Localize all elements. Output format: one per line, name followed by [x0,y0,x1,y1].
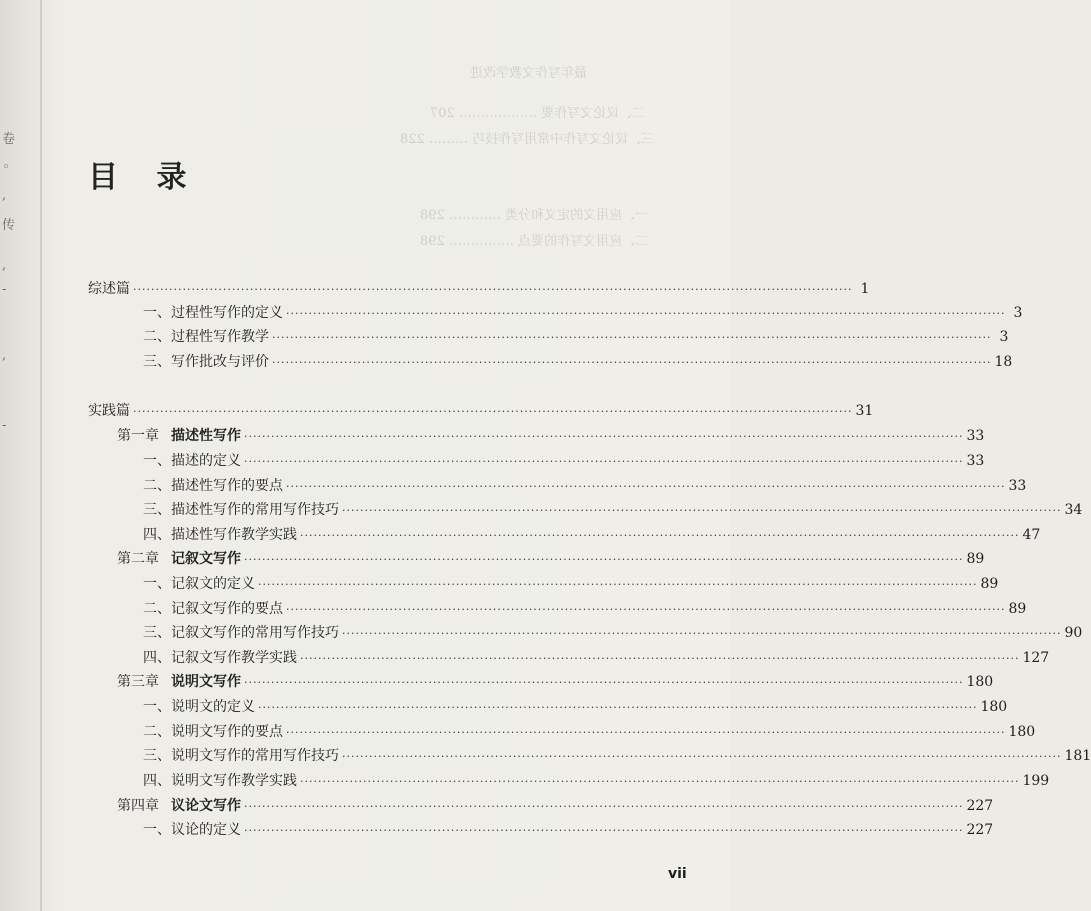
section-title: 四、记叙文写作教学实践 [143,650,297,666]
section-title: 三、写作批改与评价 [143,354,269,370]
bleed-through-text: 最年写作文教学改进 [470,66,588,81]
leader-dots: ································································································································································ [286,603,1006,616]
section-title: 二、过程性写作教学 [143,329,269,345]
leader-dots: ································································································································································ [286,480,1006,493]
toc-entry-section [143,302,1023,324]
toc-page-number: 181 [1064,748,1091,764]
chapter-heading [117,671,241,693]
leader-dots: ································································································································································ [300,652,1020,665]
chapter-title: 记叙文写作 [171,551,241,567]
part-title: 实践篇 [88,403,130,419]
leader-dots: ································································································································································ [244,430,964,443]
toc-entry-section [143,326,1009,348]
toc-page-number: 127 [1022,650,1050,666]
leader-dots: ································································································································································ [258,701,978,714]
leader-dots: ································································································································································ [286,307,1006,320]
section-title: 四、说明文写作教学实践 [143,773,297,789]
section-title: 二、说明文写作的要点 [143,724,283,740]
toc-page-number: 3 [999,329,1009,345]
toc-entry-section [143,721,1036,743]
section-title: 三、描述性写作的常用写作技巧 [143,502,339,518]
toc-page-number: 1 [860,281,870,297]
part-title: 综述篇 [88,281,130,297]
toc-entry-section [143,351,1013,373]
toc-page-number: 89 [1008,601,1027,617]
leader-dots: ································································································································································ [272,331,992,344]
toc-entry-section [143,696,1008,718]
page-number: vii [668,866,687,882]
chapter-number: 第三章 [117,674,159,690]
leader-dots: ································································································································································ [133,405,853,418]
toc-page-number: 18 [994,354,1013,370]
toc-page-number: 3 [1013,305,1023,321]
leader-dots: ································································································································································ [300,775,1020,788]
chapter-title: 描述性写作 [171,428,241,444]
chapter-heading [117,795,241,817]
toc-entry-section [143,499,1083,521]
leader-dots: ································································································································································ [244,553,964,566]
section-title: 一、描述的定义 [143,453,241,469]
section-title: 一、过程性写作的定义 [143,305,283,321]
leader-dots: ································································································································································ [272,356,992,369]
section-title: 二、描述性写作的要点 [143,478,283,494]
section-title: 三、记叙文写作的常用写作技巧 [143,625,339,641]
leader-dots: ································································································································································ [244,800,964,813]
toc-entry-section [143,524,1041,546]
toc-page-number: 180 [966,674,994,690]
leader-dots: ································································································································································ [133,283,853,296]
chapter-number: 第一章 [117,428,159,444]
toc-page-number: 33 [1008,478,1027,494]
toc-page-number: 90 [1064,625,1083,641]
bleed-through-text: 一、应用文的定义和分类 ………… 298 [420,208,649,223]
chapter-number: 第四章 [117,798,159,814]
toc-page-number: 33 [966,453,985,469]
toc-page-number: 227 [966,798,994,814]
leader-dots: ································································································································································ [244,824,964,837]
toc-entry-section [143,475,1027,497]
bleed-through-text: 三、议论文写作中常用写作技巧 ……… 228 [400,132,655,147]
chapter-title: 议论文写作 [171,798,241,814]
section-title: 二、记叙文写作的要点 [143,601,283,617]
toc-page-number: 227 [966,822,994,838]
chapter-title: 说明文写作 [171,674,241,690]
section-title: 四、描述性写作教学实践 [143,527,297,543]
toc-page-number: 33 [966,428,985,444]
toc-entry-chapter [117,671,994,693]
toc-page-number: 47 [1022,527,1041,543]
page-title: 目 录 [88,160,201,195]
toc-entry-section [143,770,1050,792]
toc-entry-chapter [117,425,985,447]
chapter-number: 第二章 [117,551,159,567]
leader-dots: ································································································································································ [342,627,1062,640]
chapter-heading [117,548,241,570]
toc-entry-section [143,573,999,595]
toc-page-number: 199 [1022,773,1050,789]
section-title: 一、记叙文的定义 [143,576,255,592]
leader-dots: ································································································································································ [244,676,964,689]
leader-dots: ································································································································································ [342,504,1062,517]
section-title: 一、议论的定义 [143,822,241,838]
toc-page-number: 34 [1064,502,1083,518]
previous-page-edge: 卷 ◦ , 传 , - , - [2,132,16,433]
toc-page-number: 31 [855,403,874,419]
toc-entry-chapter [117,548,985,570]
toc-entry-section [143,622,1083,644]
leader-dots: ································································································································································ [244,455,964,468]
toc-page-number: 180 [1008,724,1036,740]
leader-dots: ································································································································································ [342,750,1062,763]
toc-entry-section [143,819,994,841]
toc-entry-chapter [117,795,994,817]
bleed-through-text: 二、议论文写作要 ……………… 207 [430,106,646,121]
toc-entry-section [143,450,985,472]
bleed-through-text: 二、应用文写作的要点 …………… 298 [420,234,649,249]
toc-entry-section [143,647,1050,669]
section-title: 三、说明文写作的常用写作技巧 [143,748,339,764]
chapter-heading [117,425,241,447]
toc-page-number: 89 [980,576,999,592]
toc-page-number: 180 [980,699,1008,715]
toc-page-number: 89 [966,551,985,567]
leader-dots: ································································································································································ [300,529,1020,542]
toc-entry-section [143,745,1091,767]
section-title: 一、说明文的定义 [143,699,255,715]
toc-entry-part [88,278,870,300]
leader-dots: ································································································································································ [286,726,1006,739]
toc-entry-section [143,598,1027,620]
leader-dots: ································································································································································ [258,578,978,591]
toc-entry-part [88,400,874,422]
